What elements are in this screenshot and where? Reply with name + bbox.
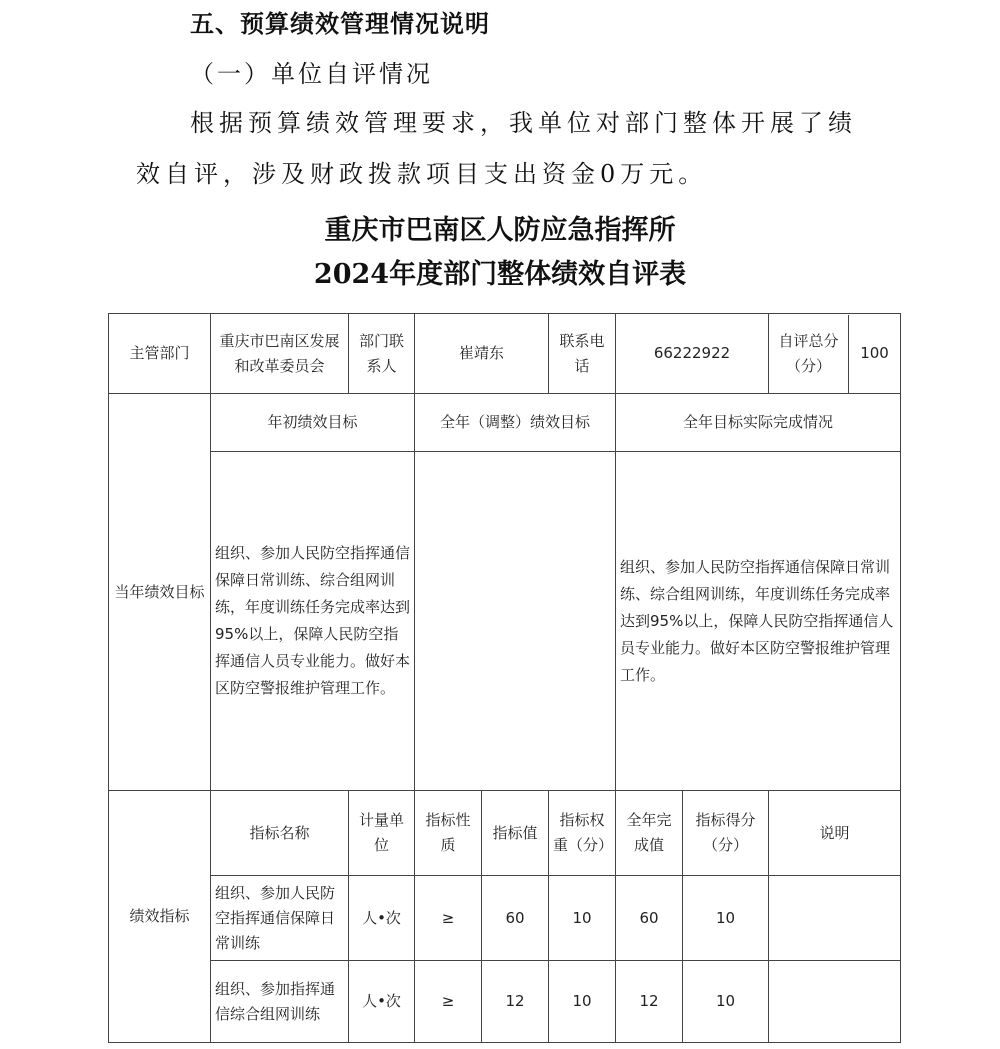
col-note: 说明 <box>769 791 901 876</box>
indicator-name: 组织、参加人民防空指挥通信保障日常训练 <box>211 876 349 961</box>
goals-col-actual: 全年目标实际完成情况 <box>616 394 901 452</box>
goals-col-adjusted: 全年（调整）绩效目标 <box>415 394 616 452</box>
phone-label: 联系电话 <box>549 314 616 394</box>
indicator-unit: 人•次 <box>349 876 415 961</box>
indicator-score: 10 <box>683 876 769 961</box>
indicator-nature: ≥ <box>415 961 482 1043</box>
contact-value: 崔靖东 <box>415 314 549 394</box>
indicator-header-row <box>109 791 901 876</box>
col-weight: 指标权重（分） <box>549 791 616 876</box>
indicator-unit: 人•次 <box>349 961 415 1043</box>
indicator-note <box>769 961 901 1043</box>
indicator-name: 组织、参加指挥通信综合组网训练 <box>211 961 349 1043</box>
header-row <box>109 314 901 394</box>
indicators-row-label: 绩效指标 <box>109 791 211 1043</box>
indicator-value: 12 <box>482 961 549 1043</box>
goals-initial-text: 组织、参加人民防空指挥通信保障日常训练、综合组网训练，年度训练任务完成率达到95%以上，保障人民防空指挥通信人员专业能力。做好本区防空警报维护管理工作。 <box>211 452 415 791</box>
indicator-actual: 12 <box>616 961 683 1043</box>
goals-content-row <box>109 452 901 791</box>
score-label: 自评总分（分） <box>769 315 849 393</box>
indicator-note <box>769 876 901 961</box>
subsection-heading: （一）单位自评情况 <box>190 60 433 88</box>
contact-label: 部门联系人 <box>349 314 415 394</box>
score-cell <box>769 314 901 394</box>
goals-header-row <box>109 394 901 452</box>
col-value: 指标值 <box>482 791 549 876</box>
indicator-row <box>109 961 901 1043</box>
dept-label: 主管部门 <box>109 314 211 394</box>
indicator-value: 60 <box>482 876 549 961</box>
indicator-nature: ≥ <box>415 876 482 961</box>
goals-row-label: 当年绩效目标 <box>109 394 211 791</box>
phone-value: 66222922 <box>616 314 769 394</box>
col-unit: 计量单位 <box>349 791 415 876</box>
goals-actual-text: 组织、参加人民防空指挥通信保障日常训练、综合组网训练，年度训练任务完成率达到95%以上，保障人民防空指挥通信人员专业能力。做好本区防空警报维护管理工作。 <box>616 452 901 791</box>
indicator-score: 10 <box>683 961 769 1043</box>
intro-paragraph: 根据预算绩效管理要求，我单位对部门整体开展了绩效自评，涉及财政拨款项目支出资金0万元。 <box>136 109 857 188</box>
indicator-row <box>109 876 901 961</box>
col-nature: 指标性质 <box>415 791 482 876</box>
dept-value: 重庆市巴南区发展和改革委员会 <box>211 314 349 394</box>
col-score: 指标得分（分） <box>683 791 769 876</box>
score-value: 100 <box>860 344 889 362</box>
indicator-weight: 10 <box>549 876 616 961</box>
section-heading: 五、预算绩效管理情况说明 <box>190 9 490 38</box>
report-title: 重庆市巴南区人防应急指挥所 <box>324 215 676 246</box>
col-indicator-name: 指标名称 <box>211 791 349 876</box>
col-actual: 全年完成值 <box>616 791 683 876</box>
report-subtitle: 2024年度部门整体绩效自评表 <box>313 259 687 290</box>
indicator-actual: 60 <box>616 876 683 961</box>
self-evaluation-table <box>108 313 901 1043</box>
goals-col-initial: 年初绩效目标 <box>211 394 415 452</box>
indicator-weight: 10 <box>549 961 616 1043</box>
goals-adjusted-text <box>415 452 616 791</box>
